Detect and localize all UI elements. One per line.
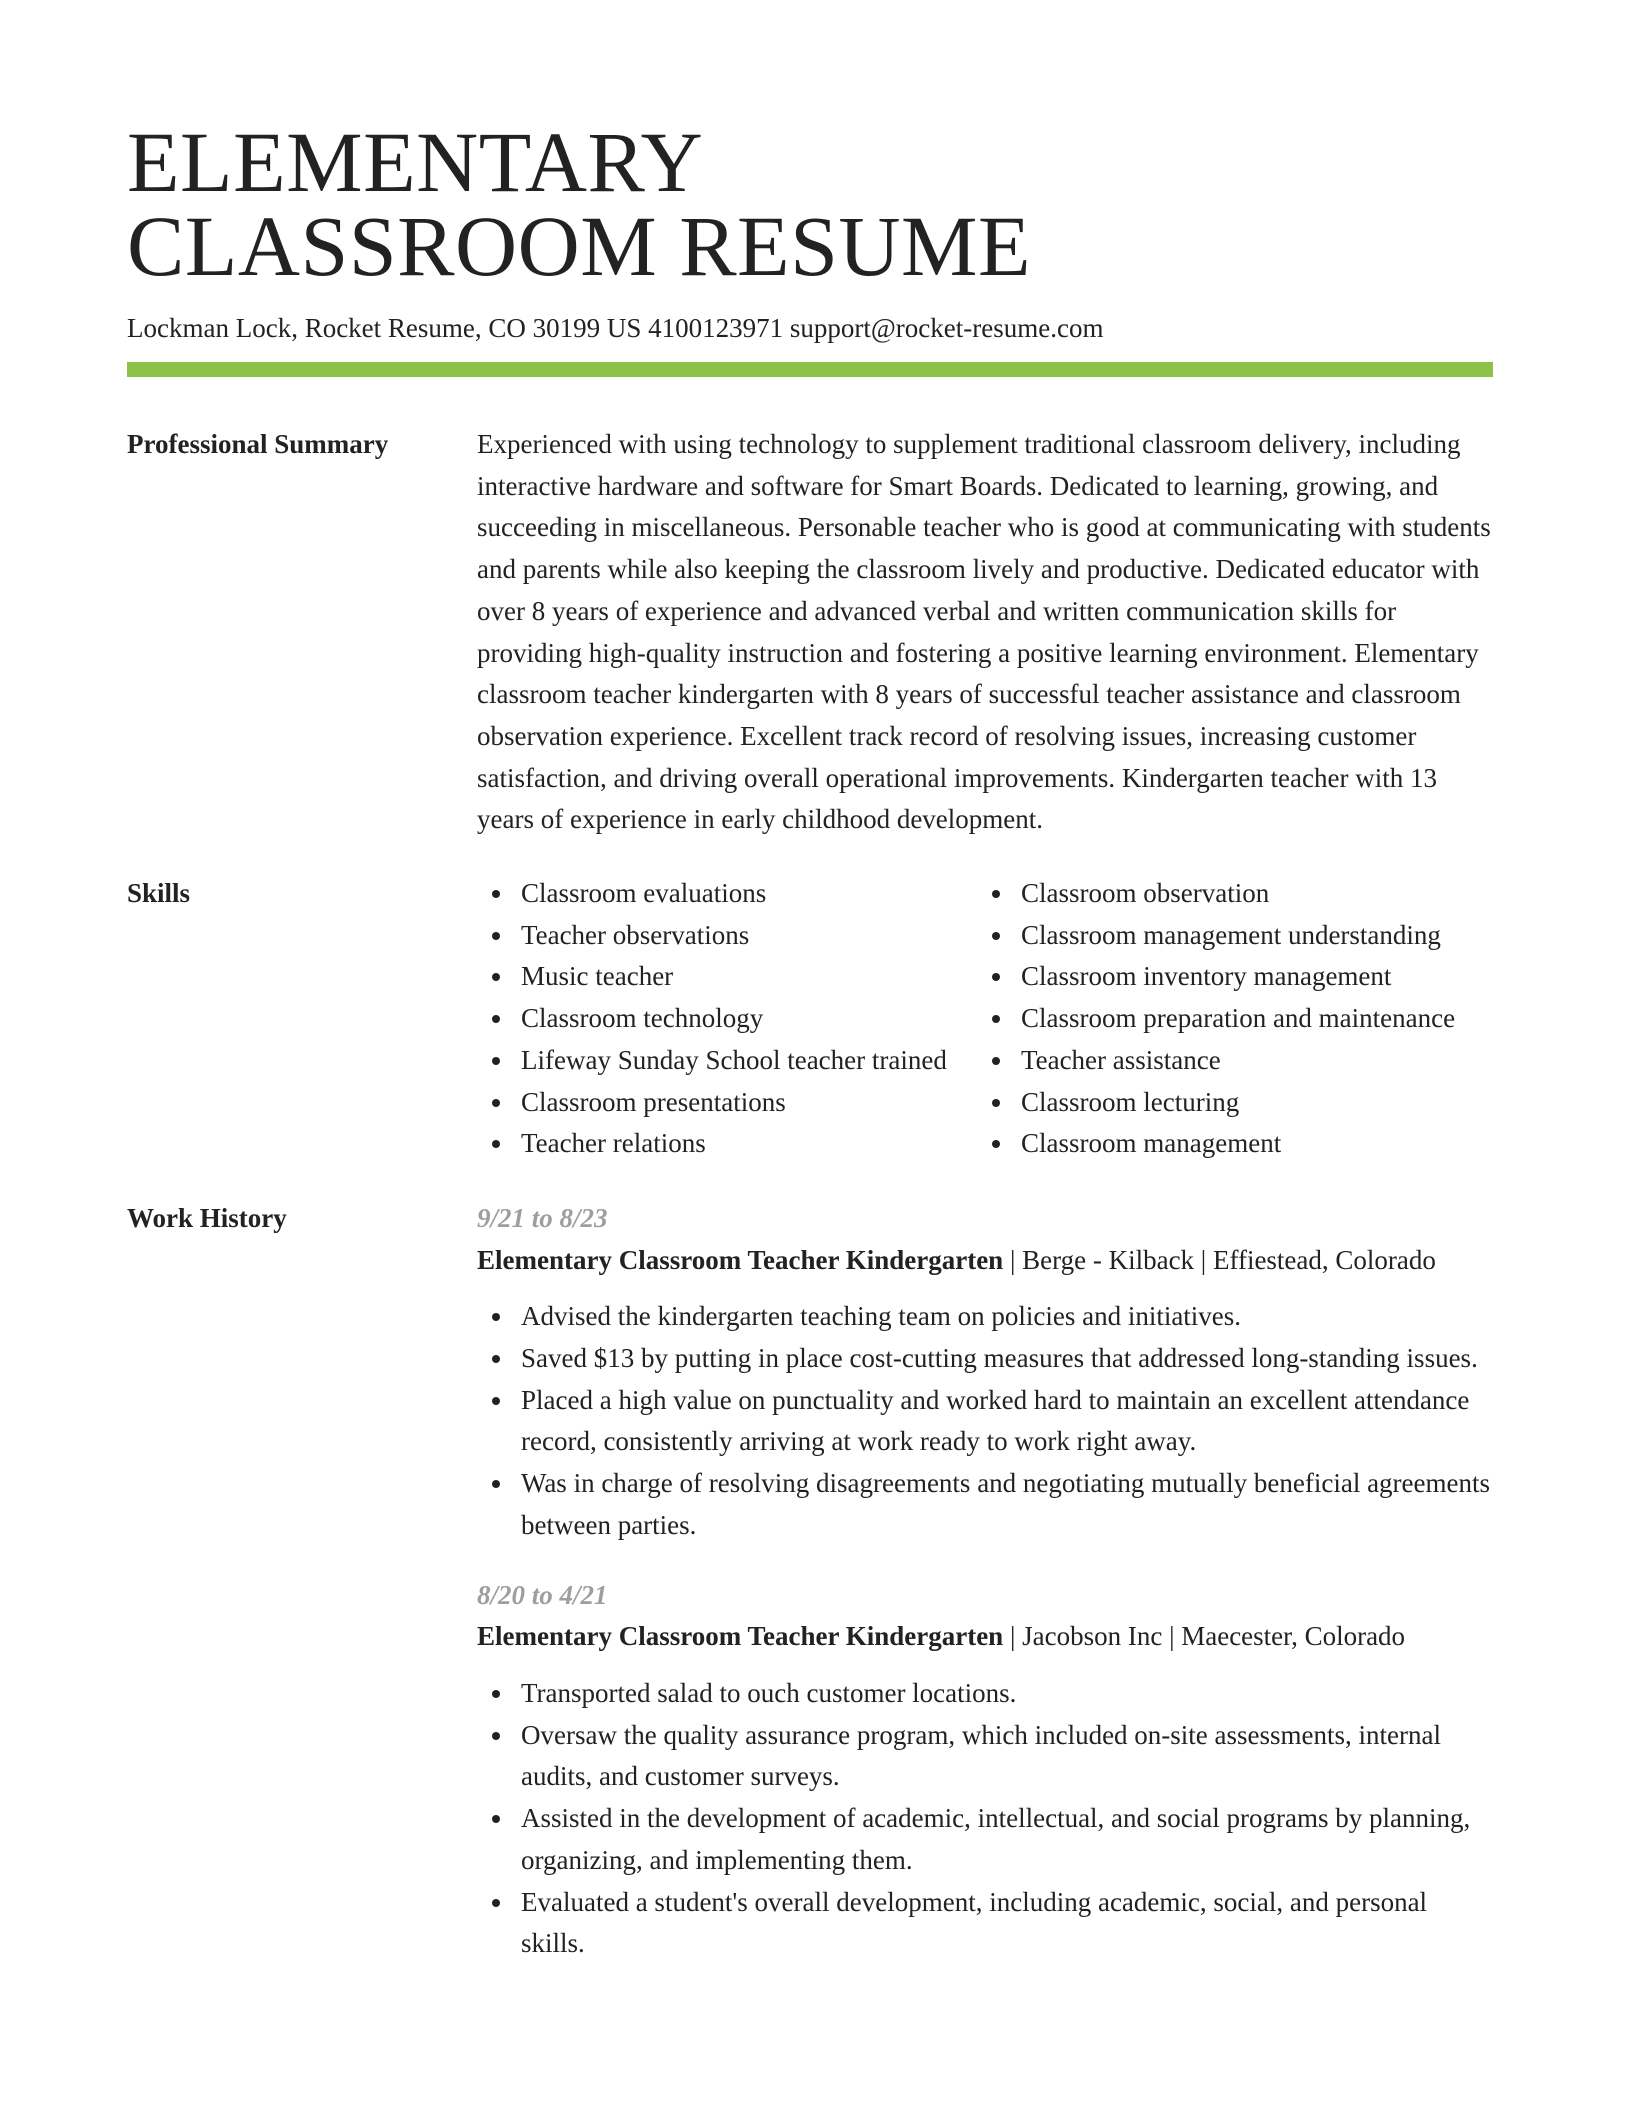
skill-item: Classroom presentations	[477, 1082, 977, 1124]
job-entry	[477, 1198, 1493, 1547]
work-history-section	[127, 1198, 1493, 1965]
duty-item: Advised the kindergarten teaching team on policies and initiatives.	[477, 1296, 1493, 1338]
skill-item: Classroom evaluations	[477, 873, 977, 915]
job-employer-location: | Berge - Kilback | Effiestead, Colorado	[1003, 1244, 1436, 1275]
skill-item: Classroom preparation and maintenance	[977, 998, 1493, 1040]
duty-item: Oversaw the quality assurance program, which included on-site assessments, internal audits, and customer surveys.	[477, 1715, 1493, 1798]
job-heading	[477, 1240, 1493, 1282]
duty-item: Was in charge of resolving disagreements and negotiating mutually beneficial agreements between parties.	[477, 1463, 1493, 1546]
duty-item: Saved $13 by putting in place cost-cutting measures that addressed long-standing issues.	[477, 1338, 1493, 1380]
skills-column-right	[977, 873, 1493, 1165]
skill-item: Teacher assistance	[977, 1040, 1493, 1082]
skills-body	[477, 873, 1493, 1165]
contact-info: Lockman Lock, Rocket Resume, CO 30199 US 4100123971 support@rocket-resume.com	[127, 313, 1104, 343]
section-label-summary: Professional Summary	[127, 429, 389, 459]
work-body	[477, 1198, 1493, 1965]
job-employer-location: | Jacobson Inc | Maecester, Colorado	[1003, 1621, 1406, 1652]
skill-item: Classroom observation	[977, 873, 1493, 915]
skill-item: Classroom management	[977, 1123, 1493, 1165]
section-label-skills: Skills	[127, 878, 191, 909]
skill-item: Classroom management understanding	[977, 915, 1493, 957]
skills-grid	[477, 873, 1493, 1165]
skill-item: Classroom lecturing	[977, 1082, 1493, 1124]
job-entry	[477, 1575, 1493, 1965]
duty-item: Assisted in the development of academic, intellectual, and social programs by planning, organizing, and implementing them.	[477, 1798, 1493, 1881]
duty-item: Placed a high value on punctuality and worked hard to maintain an excellent attendance record, consistently arriving at work ready to work right away.	[477, 1380, 1493, 1463]
skills-section	[127, 873, 1493, 1165]
section-label-work: Work History	[127, 1202, 287, 1233]
job-title: Elementary Classroom Teacher Kindergarten	[477, 1244, 1004, 1275]
skill-item: Music teacher	[477, 956, 977, 998]
professional-summary-section	[127, 424, 1493, 841]
job-heading	[477, 1616, 1493, 1658]
title-line-1: ELEMENTARY	[127, 114, 704, 210]
summary-body	[477, 424, 1493, 841]
skill-item: Lifeway Sunday School teacher trained	[477, 1040, 977, 1082]
resume-page	[127, 114, 1493, 1965]
summary-text: Experienced with using technology to supplement traditional classroom delivery, including interactive hardware and software for Smart Boards. Dedicated to learning, growing, and succeeding in miscellaneous. Personable teacher who is good at communicating with students and parents while also keeping the classroom lively and productive. Dedicated educator with over 8 years of experience and advanced verbal and written communication skills for providing high-quality instruction and fostering a positive learning environment. Elementary classroom teacher kindergarten with 8 years of successful teacher assistance and classroom observation experience. Excellent track record of resolving issues, increasing customer satisfaction, and driving overall operational improvements. Kindergarten teacher with 13 years of experience in early childhood development.	[477, 429, 1491, 835]
job-dates: 8/20 to 4/21	[477, 1579, 608, 1610]
skill-item: Teacher relations	[477, 1123, 977, 1165]
job-duties-list	[477, 1673, 1493, 1965]
job-dates: 9/21 to 8/23	[477, 1202, 608, 1233]
duty-item: Transported salad to ouch customer locations.	[477, 1673, 1493, 1715]
resume-title	[127, 114, 1493, 294]
skills-column-left	[477, 873, 977, 1165]
job-title: Elementary Classroom Teacher Kindergarten	[477, 1621, 1004, 1652]
duty-item: Evaluated a student's overall development, including academic, social, and personal skills.	[477, 1882, 1493, 1965]
title-line-2: CLASSROOM RESUME	[127, 198, 1032, 294]
skill-item: Teacher observations	[477, 915, 977, 957]
accent-divider	[127, 362, 1493, 377]
skill-item: Classroom technology	[477, 998, 977, 1040]
skill-item: Classroom inventory management	[977, 956, 1493, 998]
job-duties-list	[477, 1296, 1493, 1546]
